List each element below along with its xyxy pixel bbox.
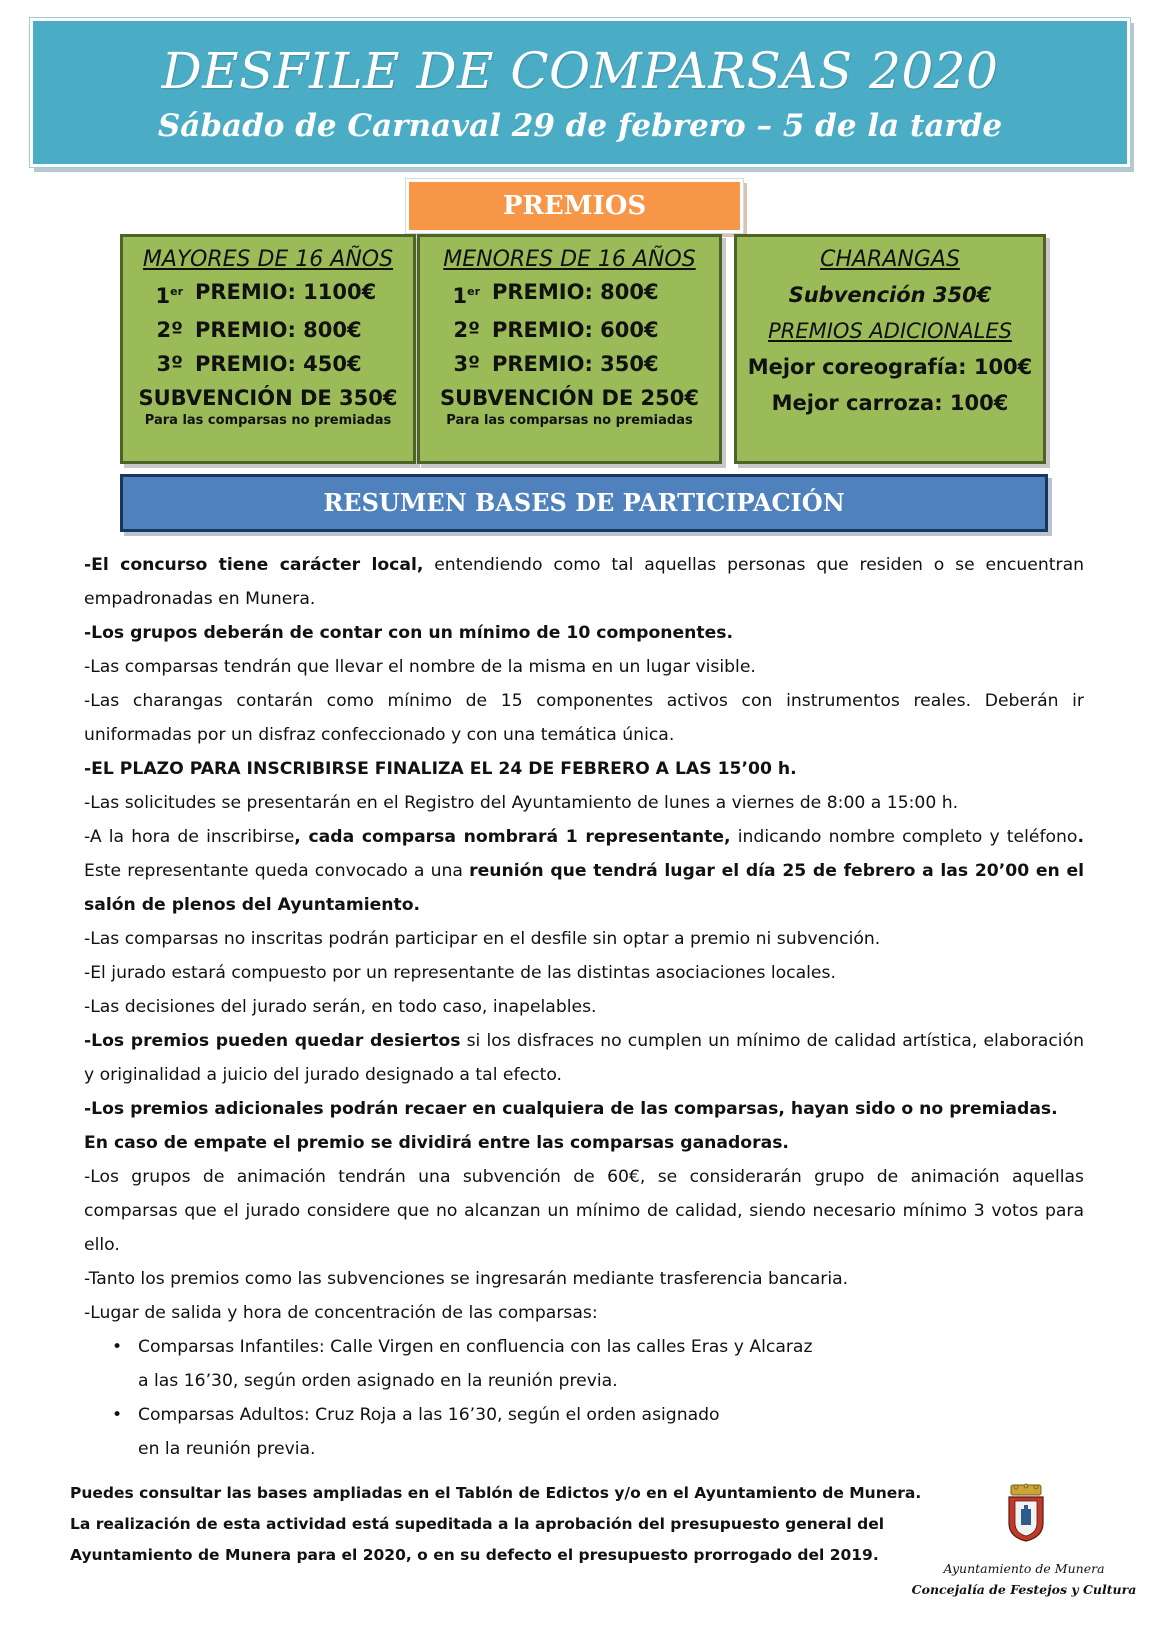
charangas-prize-box [734, 234, 1046, 464]
rule-representante: -A la hora de inscribirse, cada comparsa nombrará 1 representante, indicando nombre completo y teléfono. Este representante queda convocado a una reunión que tendrá lugar el día 25 de febrero a las 20’00 en el salón de plenos del Ayuntamiento. [84, 827, 1084, 915]
rule-name-visible: -Las comparsas tendrán que llevar el nombre de la misma en un lugar visible. [84, 657, 756, 677]
rule-registro: -Las solicitudes se presentarán en el Registro del Ayuntamiento de lunes a viernes de 8:00 a 15:00 h. [84, 793, 959, 813]
bullet-infantiles: • Comparsas Infantiles: Calle Virgen en confluencia con las calles Eras y Alcaraz [84, 1330, 1084, 1364]
prize-ordinal: 2º [453, 318, 480, 342]
rule-adicionales: -Los premios adicionales podrán recaer en cualquiera de las comparsas, hayan sido o no premiadas. [84, 1099, 1058, 1119]
bullet-icon: • [112, 1405, 123, 1425]
premios-heading: PREMIOS [406, 179, 743, 233]
footer-notes [70, 1478, 950, 1571]
carroza-prize: Mejor carroza: 100€ [771, 391, 1009, 415]
prize-amount: PREMIO: 450€ [195, 352, 362, 376]
menores-prize-3 [420, 350, 719, 378]
bullet-infantiles-cont: a las 16’30, según orden asignado en la reunión previa. [138, 1371, 618, 1391]
rule-desiertos: -Los premios pueden quedar desiertos si los disfraces no cumplen un mínimo de calidad artística, elaboración y originalidad a juicio del jurado designado a tal efecto. [84, 1031, 1084, 1085]
prize-amount: PREMIO: 800€ [195, 318, 362, 342]
signature-block [905, 1558, 1143, 1600]
rules-list [84, 548, 1084, 1466]
mayores-prize-2 [123, 316, 413, 344]
rule-deadline: -EL PLAZO PARA INSCRIBIRSE FINALIZA EL 24 DE FEBRERO A LAS 15’00 h. [84, 759, 797, 779]
rule-empate: En caso de empate el premio se dividirá entre las comparsas ganadoras. [84, 1133, 789, 1153]
bullet-adultos: • Comparsas Adultos: Cruz Roja a las 16’30, según el orden asignado [84, 1398, 1084, 1432]
prize-ordinal: 2º [156, 318, 183, 342]
mayores-prize-box [120, 234, 416, 464]
rule-lugar-salida: -Lugar de salida y hora de concentración de las comparsas: [84, 1303, 598, 1323]
coreografia-prize: Mejor coreografía: 100€ [747, 355, 1033, 379]
rule-local: -El concurso tiene carácter local, entendiendo como tal aquellas personas que residen o se encuentran empadronadas en Munera. [84, 555, 1084, 609]
signature-org: Ayuntamiento de Munera [943, 1561, 1105, 1576]
header-banner [30, 18, 1130, 167]
rule-no-inscritas: -Las comparsas no inscritas podrán participar en el desfile sin optar a premio ni subvención. [84, 929, 881, 949]
bullet-icon: • [112, 1337, 123, 1357]
mayores-prize-3 [123, 350, 413, 378]
menores-prize-box [417, 234, 722, 464]
menores-prize-1 [420, 278, 719, 310]
charangas-heading: CHARANGAS [820, 247, 960, 272]
mayores-heading: MAYORES DE 16 AÑOS [142, 247, 394, 272]
resumen-heading: RESUMEN BASES DE PARTICIPACIÓN [120, 474, 1048, 532]
page-subtitle: Sábado de Carnaval 29 de febrero – 5 de la tarde [157, 108, 1003, 144]
prize-ordinal: 1er [155, 284, 183, 308]
menores-heading: MENORES DE 16 AÑOS [443, 247, 696, 272]
mayores-prize-1 [123, 278, 413, 310]
rule-transferencia: -Tanto los premios como las subvenciones se ingresarán mediante trasferencia bancaria. [84, 1269, 849, 1289]
rule-charangas: -Las charangas contarán como mínimo de 15 componentes activos con instrumentos reales. Deberán ir uniformadas por un disfraz confeccionado y con una temática única. [84, 691, 1084, 745]
rule-inapelables: -Las decisiones del jurado serán, en todo caso, inapelables. [84, 997, 597, 1017]
menores-subvencion: SUBVENCIÓN DE 250€ [439, 386, 699, 410]
rule-jurado: -El jurado estará compuesto por un representante de las distintas asociaciones locales. [84, 963, 836, 983]
prize-amount: PREMIO: 350€ [492, 352, 659, 376]
footer-line-2: La realización de esta actividad está supeditada a la aprobación del presupuesto general del Ayuntamiento de Munera para el 2020, o en su defecto el presupuesto prorrogado del 2019. [70, 1515, 885, 1564]
bullet-adultos-cont: en la reunión previa. [138, 1439, 316, 1459]
prize-amount: PREMIO: 600€ [492, 318, 659, 342]
prize-ordinal: 1er [452, 284, 480, 308]
municipal-crest-icon [1003, 1483, 1049, 1543]
charangas-subvencion: Subvención 350€ [788, 283, 992, 307]
rule-min-components: -Los grupos deberán de contar con un mínimo de 10 componentes. [84, 623, 734, 643]
page-title: DESFILE DE COMPARSAS 2020 [161, 42, 999, 100]
menores-prize-2 [420, 316, 719, 344]
rule-animacion: -Los grupos de animación tendrán una subvención de 60€, se considerarán grupo de animación aquellas comparsas que el jurado considere que no alcanzan un mínimo de calidad, siendo necesario mínimo 3 votos para ello. [84, 1167, 1084, 1255]
menores-note: Para las comparsas no premiadas [446, 413, 693, 428]
mayores-subvencion: SUBVENCIÓN DE 350€ [138, 386, 398, 410]
signature-dept: Concejalía de Festejos y Cultura [911, 1582, 1137, 1597]
mayores-note: Para las comparsas no premiadas [144, 413, 392, 428]
prize-ordinal: 3º [453, 352, 480, 376]
prize-ordinal: 3º [156, 352, 183, 376]
prize-amount: PREMIO: 800€ [492, 280, 659, 304]
prize-amount: PREMIO: 1100€ [195, 280, 377, 304]
premios-adicionales-heading: PREMIOS ADICIONALES [768, 319, 1012, 343]
footer-line-1: Puedes consultar las bases ampliadas en el Tablón de Edictos y/o en el Ayuntamiento de Munera. [70, 1484, 922, 1502]
